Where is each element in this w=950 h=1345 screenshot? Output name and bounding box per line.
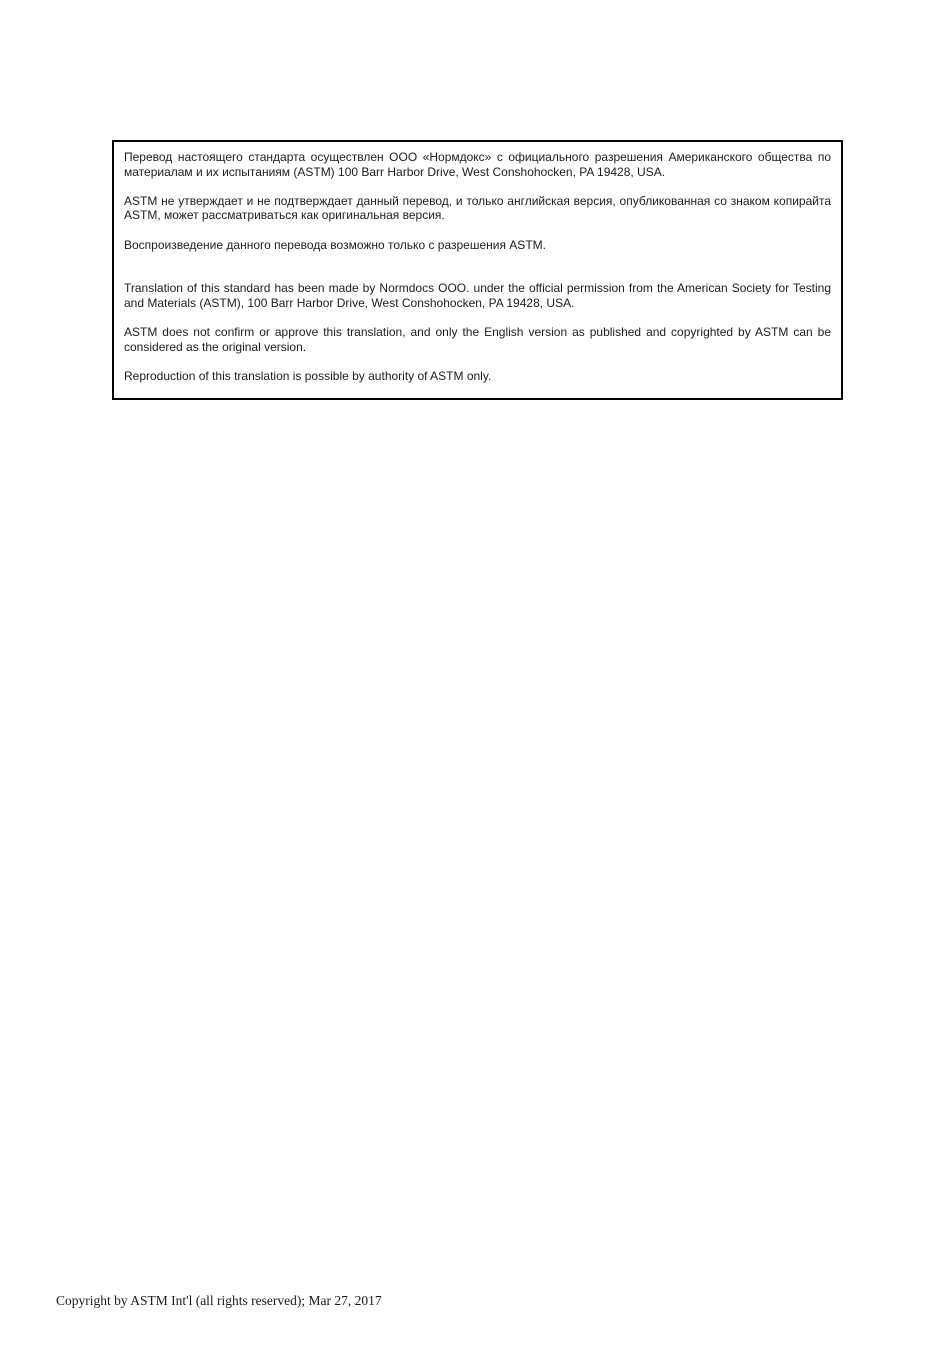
english-paragraph-1: Translation of this standard has been made by Normdocs OOO. under the official permission from the American Society for Testing and Materials (ASTM), 100 Barr Harbor Drive, West Conshohocken, PA 19428, USA.	[124, 281, 831, 310]
english-paragraph-2: ASTM does not confirm or approve this translation, and only the English version as published and copyrighted by ASTM can be considered as the original version.	[124, 325, 831, 354]
russian-paragraph-3: Воспроизведение данного перевода возможно только с разрешения ASTM.	[124, 237, 546, 252]
translation-notice-box	[112, 140, 843, 400]
english-paragraph-3: Reproduction of this translation is possible by authority of ASTM only.	[124, 368, 492, 383]
russian-paragraph-2: ASTM не утверждает и не подтверждает данный перевод, и только английская версия, опубликованная со знаком копирайта ASTM, может рассматриваться как оригинальная версия.	[124, 193, 831, 223]
russian-paragraph-1: Перевод настоящего стандарта осуществлен ООО «Нормдокс» с официального разрешения Американского общества по материалам и их испытаниям (ASTM) 100 Barr Harbor Drive, West Conshohocken, PA 19428, USA.	[124, 150, 831, 179]
copyright-footer: Copyright by ASTM Int'l (all rights reserved); Mar 27, 2017	[56, 1293, 382, 1308]
